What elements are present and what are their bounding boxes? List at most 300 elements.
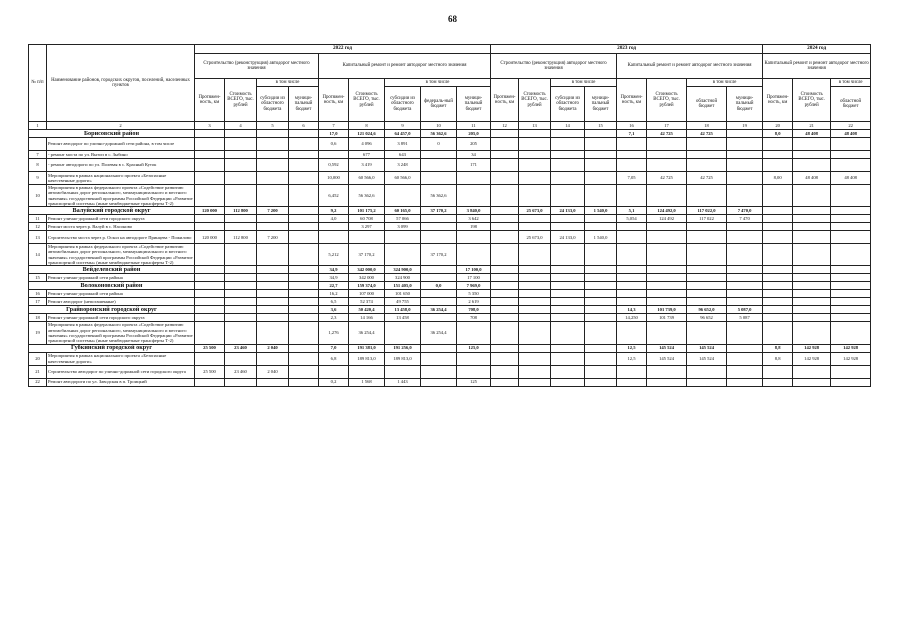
value-cell bbox=[727, 352, 763, 365]
value-cell bbox=[831, 298, 871, 306]
value-cell bbox=[763, 365, 793, 378]
value-cell bbox=[225, 322, 257, 344]
value-cell bbox=[319, 365, 349, 378]
value-cell bbox=[491, 378, 519, 386]
value-cell bbox=[421, 215, 457, 223]
value-cell: 56 362,6 bbox=[421, 185, 457, 207]
value-cell bbox=[617, 322, 647, 344]
value-cell: 112 800 bbox=[225, 231, 257, 244]
value-cell bbox=[551, 172, 585, 185]
value-cell bbox=[585, 215, 617, 223]
value-cell bbox=[647, 274, 687, 282]
value-cell bbox=[793, 365, 831, 378]
value-cell bbox=[727, 290, 763, 298]
value-cell bbox=[727, 138, 763, 151]
value-cell bbox=[257, 274, 289, 282]
value-cell bbox=[585, 306, 617, 314]
value-cell bbox=[225, 314, 257, 322]
value-cell bbox=[831, 306, 871, 314]
value-cell: 117 022,0 bbox=[687, 207, 727, 215]
value-cell bbox=[385, 365, 421, 378]
value-cell bbox=[289, 215, 319, 223]
column-number: 15 bbox=[585, 122, 617, 130]
value-cell bbox=[519, 378, 551, 386]
value-cell bbox=[551, 159, 585, 172]
value-cell bbox=[225, 306, 257, 314]
value-cell: 342 000 bbox=[349, 274, 385, 282]
value-cell: 5 350 bbox=[457, 290, 491, 298]
value-cell bbox=[195, 290, 225, 298]
value-cell bbox=[831, 223, 871, 231]
value-cell bbox=[727, 231, 763, 244]
value-cell: 5 087 bbox=[727, 314, 763, 322]
column-number: 16 bbox=[617, 122, 647, 130]
value-cell: 7,05 bbox=[617, 172, 647, 185]
value-cell bbox=[519, 266, 551, 274]
value-cell bbox=[289, 130, 319, 138]
table-row bbox=[29, 314, 871, 322]
value-cell: 142 928 bbox=[793, 352, 831, 365]
value-cell bbox=[225, 274, 257, 282]
value-cell bbox=[421, 151, 457, 159]
value-cell bbox=[617, 223, 647, 231]
value-cell bbox=[257, 352, 289, 365]
value-cell: 36 254,4 bbox=[421, 322, 457, 344]
header-municipal: муници-пальный бюджет bbox=[289, 87, 319, 122]
value-cell: 2 040 bbox=[257, 344, 289, 352]
header-subsidy: субсидии из областного бюджета bbox=[257, 87, 289, 122]
value-cell bbox=[727, 298, 763, 306]
value-cell bbox=[519, 344, 551, 352]
value-cell bbox=[763, 298, 793, 306]
district-name: Губкинский городской округ bbox=[29, 344, 195, 352]
value-cell bbox=[647, 223, 687, 231]
value-cell bbox=[831, 151, 871, 159]
value-cell bbox=[491, 290, 519, 298]
value-cell bbox=[831, 274, 871, 282]
item-name: - ремонт автодороги по ул. Полевая в с. Красный Куток bbox=[47, 159, 195, 172]
value-cell bbox=[687, 159, 727, 172]
item-name: Мероприятия в рамках федерального проекта «Содействие развитию автомобильных дорог регионального, межмуниципального и местного значения» государственной программы Российской Федерации «Развитие транспортной системы» (иные межбюджетные трансферты Т-2) bbox=[48, 244, 193, 266]
value-cell bbox=[727, 365, 763, 378]
value-cell: 191 381,0 bbox=[349, 344, 385, 352]
header-cost: Стоимость ВСЕГО, тыс. рублей bbox=[647, 79, 687, 122]
page-number: 68 bbox=[448, 14, 457, 24]
value-cell bbox=[763, 185, 793, 207]
value-cell bbox=[257, 151, 289, 159]
value-cell bbox=[831, 378, 871, 386]
value-cell bbox=[225, 298, 257, 306]
column-number: 8 bbox=[349, 122, 385, 130]
value-cell bbox=[585, 244, 617, 266]
value-cell: 120 000 bbox=[195, 231, 225, 244]
header-year-2024: 2024 год bbox=[763, 45, 871, 54]
header-length: Протяжен-ность, км bbox=[763, 79, 793, 122]
value-cell bbox=[763, 378, 793, 386]
value-cell bbox=[225, 159, 257, 172]
value-cell bbox=[585, 159, 617, 172]
value-cell bbox=[491, 306, 519, 314]
value-cell: 5,054 bbox=[617, 215, 647, 223]
column-number: 21 bbox=[793, 122, 831, 130]
value-cell bbox=[727, 344, 763, 352]
value-cell bbox=[491, 159, 519, 172]
header-regional: областной бюджет bbox=[831, 87, 871, 122]
value-cell bbox=[585, 266, 617, 274]
value-cell: 145 524 bbox=[687, 352, 727, 365]
value-cell bbox=[491, 172, 519, 185]
header-regional: областной бюджет bbox=[687, 87, 727, 122]
table-row bbox=[29, 151, 871, 159]
item-name: Ремонт улично-дорожной сети района bbox=[47, 290, 195, 298]
value-cell bbox=[727, 223, 763, 231]
value-cell bbox=[519, 306, 551, 314]
value-cell: 324 900,0 bbox=[385, 266, 421, 274]
value-cell: 107 000 bbox=[349, 290, 385, 298]
value-cell: 8,00 bbox=[763, 172, 793, 185]
value-cell bbox=[491, 282, 519, 290]
value-cell: 3,6 bbox=[319, 306, 349, 314]
value-cell bbox=[763, 314, 793, 322]
item-name: Ремонт автодорог по улично-дорожной сети района, в том числе bbox=[47, 138, 195, 151]
value-cell: 101 175,2 bbox=[349, 207, 385, 215]
value-cell bbox=[491, 244, 519, 266]
header-cost: Стоимость ВСЕГО, тыс. рублей bbox=[349, 79, 385, 122]
table-row bbox=[29, 274, 871, 282]
value-cell: 42 725 bbox=[687, 172, 727, 185]
row-number: 14 bbox=[29, 244, 47, 266]
value-cell: 189 813,0 bbox=[349, 352, 385, 365]
item-name: Ремонт улично-дорожной сети городского округа bbox=[47, 314, 195, 322]
value-cell: 37 170,2 bbox=[349, 244, 385, 266]
value-cell: 14,250 bbox=[617, 314, 647, 322]
value-cell bbox=[551, 215, 585, 223]
value-cell bbox=[647, 159, 687, 172]
value-cell bbox=[727, 282, 763, 290]
value-cell bbox=[617, 159, 647, 172]
district-name: Волоконовский район bbox=[29, 282, 195, 290]
value-cell bbox=[519, 130, 551, 138]
row-number: 7 bbox=[29, 151, 47, 159]
value-cell bbox=[585, 378, 617, 386]
value-cell: 101 650 bbox=[385, 290, 421, 298]
value-cell bbox=[421, 274, 457, 282]
item-name: Мероприятия в рамках федерального проекта «Содействие развитию автомобильных дорог регионального, межмуниципального и местного значения» государственной программы Российской Федерации «Развитие транспортной системы» (иные межбюджетные трансферты Т-2) bbox=[48, 185, 193, 206]
value-cell: 3 642 bbox=[457, 215, 491, 223]
value-cell bbox=[687, 223, 727, 231]
row-number: 11 bbox=[29, 215, 47, 223]
value-cell bbox=[257, 215, 289, 223]
header-subsidy: субсидии из областного бюджета bbox=[385, 87, 421, 122]
value-cell bbox=[289, 266, 319, 274]
value-cell bbox=[687, 244, 727, 266]
value-cell bbox=[491, 151, 519, 159]
value-cell bbox=[457, 365, 491, 378]
value-cell bbox=[551, 266, 585, 274]
value-cell: 57 066 bbox=[385, 215, 421, 223]
value-cell bbox=[551, 322, 585, 344]
value-cell: 3 840,0 bbox=[457, 207, 491, 215]
value-cell: 6,8 bbox=[319, 352, 349, 365]
value-cell: 8,0 bbox=[763, 130, 793, 138]
district-row bbox=[29, 130, 871, 138]
value-cell bbox=[617, 266, 647, 274]
value-cell bbox=[551, 352, 585, 365]
value-cell bbox=[195, 274, 225, 282]
value-cell bbox=[831, 266, 871, 274]
value-cell: 0,6 bbox=[319, 138, 349, 151]
value-cell bbox=[763, 282, 793, 290]
value-cell bbox=[617, 378, 647, 386]
value-cell bbox=[585, 322, 617, 344]
value-cell: 4,0 bbox=[319, 215, 349, 223]
value-cell bbox=[491, 365, 519, 378]
value-cell bbox=[647, 282, 687, 290]
value-cell bbox=[793, 378, 831, 386]
value-cell bbox=[727, 244, 763, 266]
header-cost: Стоимость ВСЕГО, тыс. рублей bbox=[225, 79, 257, 122]
value-cell bbox=[289, 138, 319, 151]
value-cell bbox=[195, 266, 225, 274]
value-cell bbox=[195, 172, 225, 185]
value-cell: 48 408 bbox=[831, 172, 871, 185]
value-cell: 643 bbox=[385, 151, 421, 159]
header-length: Протяжен-ность, км bbox=[195, 79, 225, 122]
value-cell bbox=[519, 244, 551, 266]
value-cell bbox=[519, 159, 551, 172]
value-cell bbox=[831, 244, 871, 266]
district-name: Вейделевский район bbox=[29, 266, 195, 274]
value-cell bbox=[289, 352, 319, 365]
value-cell: 36 254,4 bbox=[421, 306, 457, 314]
value-cell bbox=[319, 231, 349, 244]
column-number: 19 bbox=[727, 122, 763, 130]
value-cell: 324 900 bbox=[385, 274, 421, 282]
value-cell bbox=[551, 290, 585, 298]
value-cell: 117 022 bbox=[687, 215, 727, 223]
column-number: 3 bbox=[195, 122, 225, 130]
district-row bbox=[29, 207, 871, 215]
value-cell: 13 458 bbox=[385, 314, 421, 322]
table-row bbox=[29, 185, 871, 207]
value-cell bbox=[647, 244, 687, 266]
column-number: 20 bbox=[763, 122, 793, 130]
value-cell bbox=[727, 274, 763, 282]
value-cell bbox=[763, 223, 793, 231]
value-cell bbox=[763, 138, 793, 151]
value-cell bbox=[617, 282, 647, 290]
value-cell bbox=[551, 244, 585, 266]
value-cell: 2 619 bbox=[457, 298, 491, 306]
value-cell: 142 928 bbox=[831, 352, 871, 365]
value-cell bbox=[457, 172, 491, 185]
value-cell: 151 405,0 bbox=[385, 282, 421, 290]
value-cell: 25 673,0 bbox=[519, 231, 551, 244]
value-cell bbox=[831, 231, 871, 244]
value-cell bbox=[195, 185, 225, 207]
value-cell bbox=[257, 244, 289, 266]
value-cell bbox=[793, 185, 831, 207]
value-cell bbox=[225, 172, 257, 185]
column-number: 4 bbox=[225, 122, 257, 130]
value-cell bbox=[289, 159, 319, 172]
header-length: Протяжен-ность, км bbox=[491, 79, 519, 122]
value-cell bbox=[727, 322, 763, 344]
value-cell: 145 524 bbox=[647, 352, 687, 365]
value-cell bbox=[831, 159, 871, 172]
item-name: - ремонт моста по ул. Вытоп в с. Зыбино bbox=[47, 151, 195, 159]
value-cell bbox=[585, 365, 617, 378]
value-cell bbox=[763, 215, 793, 223]
value-cell bbox=[585, 223, 617, 231]
value-cell bbox=[225, 244, 257, 266]
column-number: 18 bbox=[687, 122, 727, 130]
value-cell bbox=[491, 223, 519, 231]
value-cell bbox=[519, 151, 551, 159]
header-municipal: муници-пальный бюджет bbox=[585, 87, 617, 122]
column-number: 11 bbox=[457, 122, 491, 130]
table-row bbox=[29, 159, 871, 172]
value-cell: 17 100,0 bbox=[457, 266, 491, 274]
value-cell bbox=[585, 282, 617, 290]
value-cell bbox=[727, 151, 763, 159]
value-cell bbox=[289, 207, 319, 215]
value-cell bbox=[763, 290, 793, 298]
value-cell bbox=[793, 298, 831, 306]
value-cell bbox=[687, 185, 727, 207]
value-cell: 48 408 bbox=[793, 130, 831, 138]
item-name: Ремонт моста через р. Валуй в с. Насоново bbox=[47, 223, 195, 231]
value-cell bbox=[457, 352, 491, 365]
value-cell bbox=[257, 306, 289, 314]
row-number bbox=[29, 138, 47, 151]
value-cell: 0,0 bbox=[421, 282, 457, 290]
value-cell: 171 bbox=[457, 159, 491, 172]
value-cell: 101 739,0 bbox=[647, 306, 687, 314]
value-cell bbox=[687, 298, 727, 306]
header-length: Протяжен-ность, км bbox=[617, 79, 647, 122]
value-cell: 96 652 bbox=[687, 314, 727, 322]
value-cell bbox=[727, 172, 763, 185]
value-cell bbox=[763, 266, 793, 274]
value-cell bbox=[763, 159, 793, 172]
table-row bbox=[29, 215, 871, 223]
value-cell: 7,1 bbox=[617, 130, 647, 138]
value-cell: 3 248 bbox=[385, 159, 421, 172]
value-cell: 36 254,4 bbox=[349, 322, 385, 344]
value-cell bbox=[421, 314, 457, 322]
value-cell bbox=[519, 365, 551, 378]
value-cell bbox=[647, 138, 687, 151]
value-cell bbox=[551, 306, 585, 314]
value-cell bbox=[385, 322, 421, 344]
value-cell bbox=[519, 185, 551, 207]
header-in-that: в том числе bbox=[551, 79, 617, 87]
value-cell bbox=[195, 215, 225, 223]
value-cell: 56 362,6 bbox=[349, 185, 385, 207]
header-in-that: в том числе bbox=[257, 79, 319, 87]
value-cell: 2,3 bbox=[319, 314, 349, 322]
value-cell bbox=[585, 290, 617, 298]
value-cell bbox=[617, 365, 647, 378]
column-number: 1 bbox=[29, 122, 47, 130]
column-number: 12 bbox=[491, 122, 519, 130]
item-name: Ремонт автодорог (непогашенные) bbox=[47, 298, 195, 306]
value-cell: 50 420,4 bbox=[349, 306, 385, 314]
header-cost: Стоимость ВСЕГО, тыс. рублей bbox=[519, 79, 551, 122]
value-cell: 6,5 bbox=[319, 298, 349, 306]
district-row bbox=[29, 344, 871, 352]
value-cell bbox=[519, 215, 551, 223]
value-cell bbox=[617, 298, 647, 306]
value-cell: 1 568 bbox=[349, 378, 385, 386]
row-number: 20 bbox=[29, 352, 47, 365]
value-cell: 145 524 bbox=[687, 344, 727, 352]
value-cell bbox=[519, 138, 551, 151]
value-cell: 37 170,2 bbox=[421, 244, 457, 266]
value-cell: 708,0 bbox=[457, 306, 491, 314]
value-cell: 42 725 bbox=[647, 130, 687, 138]
table-body bbox=[29, 130, 871, 387]
value-cell bbox=[831, 314, 871, 322]
value-cell: 124 492 bbox=[647, 215, 687, 223]
value-cell: 125 bbox=[457, 378, 491, 386]
value-cell: 24 133,0 bbox=[551, 231, 585, 244]
column-number: 9 bbox=[385, 122, 421, 130]
value-cell bbox=[831, 365, 871, 378]
value-cell bbox=[319, 151, 349, 159]
value-cell bbox=[519, 352, 551, 365]
value-cell bbox=[225, 215, 257, 223]
value-cell bbox=[793, 306, 831, 314]
header-2022-repair: Капитальный ремонт и ремонт автодорог местного значения bbox=[319, 54, 491, 79]
column-number: 7 bbox=[319, 122, 349, 130]
value-cell bbox=[793, 290, 831, 298]
value-cell bbox=[491, 130, 519, 138]
value-cell bbox=[831, 322, 871, 344]
row-number: 19 bbox=[29, 322, 47, 344]
value-cell bbox=[195, 244, 225, 266]
table-row bbox=[29, 223, 871, 231]
value-cell bbox=[257, 322, 289, 344]
table-header bbox=[29, 45, 871, 130]
value-cell bbox=[519, 314, 551, 322]
row-number: 13 bbox=[29, 231, 47, 244]
value-cell bbox=[421, 223, 457, 231]
row-number: 12 bbox=[29, 223, 47, 231]
value-cell: 34,9 bbox=[319, 274, 349, 282]
value-cell: 14 166 bbox=[349, 314, 385, 322]
value-cell bbox=[793, 274, 831, 282]
header-2024-repair: Капитальный ремонт и ремонт автодорог местного значения bbox=[763, 54, 871, 79]
value-cell bbox=[763, 151, 793, 159]
value-cell bbox=[195, 151, 225, 159]
value-cell bbox=[647, 185, 687, 207]
table-row bbox=[29, 378, 871, 386]
value-cell bbox=[491, 138, 519, 151]
item-name: Мероприятия в рамках федерального проекта «Содействие развитию автомобильных дорог регионального, межмуниципального и местного значения» государственной программы Российской Федерации «Развитие транспортной системы» (иные межбюджетные трансферты Т-2) bbox=[48, 322, 193, 344]
value-cell: 5,1 bbox=[617, 207, 647, 215]
value-cell bbox=[257, 138, 289, 151]
item-name: Строительство моста через р. Оскол на автодороге Принцева - Пожилово bbox=[47, 231, 195, 244]
value-cell bbox=[617, 274, 647, 282]
value-cell: 16,2 bbox=[319, 290, 349, 298]
value-cell: 25 500 bbox=[195, 365, 225, 378]
value-cell bbox=[289, 314, 319, 322]
value-cell bbox=[647, 151, 687, 159]
value-cell: 8,8 bbox=[763, 344, 793, 352]
value-cell bbox=[225, 352, 257, 365]
